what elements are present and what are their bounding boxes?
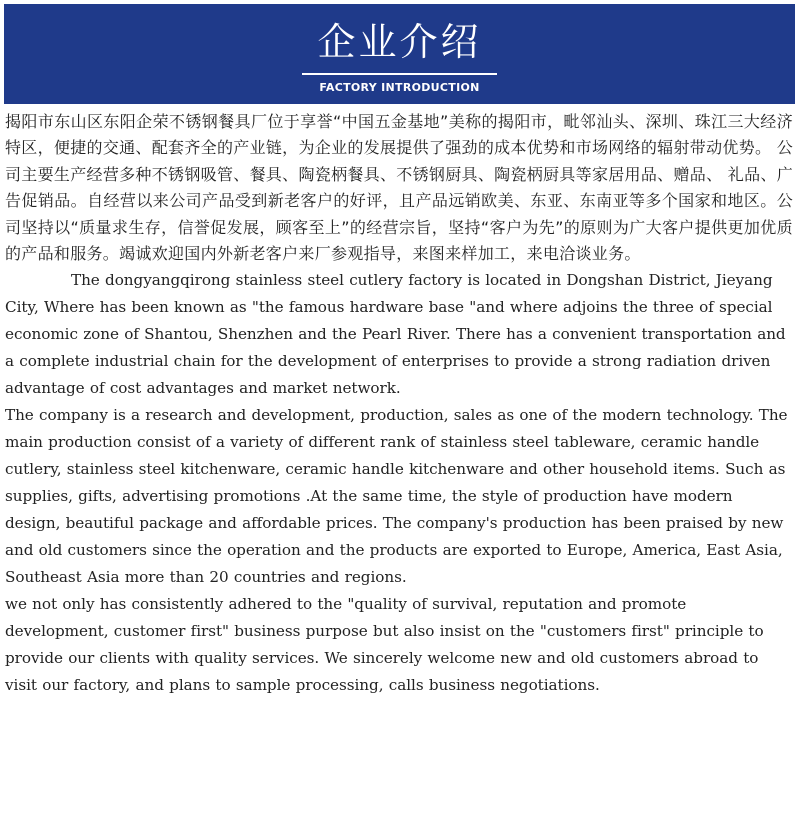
- english-paragraph-location: The dongyangqirong stainless steel cutlery factory is located in Dongshan District, Jieyang City, Where has been known as "the famous hardware base "and where adjoins the three of special economic zone of Shantou, Shenzhen and the Pearl River. There has a convenient transportation and a complete industrial chain for the development of enterprises to provide a strong radiation driven advantage of cost advantages and market network.: [5, 271, 786, 398]
- header-banner: [4, 4, 795, 104]
- english-paragraph-principles: we not only has consistently adhered to the "quality of survival, reputation and promote development, customer first" business purpose but also insist on the "customers first" principle to provide our clients with quality services. We sincerely welcome new and old customers abroad to visit our factory, and plans to sample processing, calls business negotiations.: [5, 595, 764, 695]
- introduction-body: [5, 109, 793, 699]
- chinese-introduction-paragraph: 揭阳市东山区东阳企荣不锈钢餐具厂位于享誉“中国五金基地”美称的揭阳市，毗邻汕头、深圳、珠江三大经济特区，便捷的交通、配套齐全的产业链，为企业的发展提供了强劲的成本优势和市场网络的辐射带动优势。 公司主要生产经营多种不锈钢吸管、餐具、陶瓷柄餐具、不锈钢厨具、陶瓷柄厨具等家居用品、赠品、 礼品、广告促销品。自经营以来公司产品受到新老客户的好评，且产品远销欧美、东亚、东南亚等多个国家和地区。公司坚持以“质量求生存，信誉促发展，顾客至上”的经营宗旨，坚持“客户为先”的原则为广大客户提供更加优质的产品和服务。竭诚欢迎国内外新老客户来厂参观指导，来图来样加工，来电洽谈业务。: [5, 112, 793, 264]
- page-subtitle: FACTORY INTRODUCTION: [319, 81, 480, 94]
- title-divider: [302, 73, 497, 75]
- page-title: 企业介绍: [317, 20, 482, 64]
- english-paragraph-products: The company is a research and development, production, sales as one of the modern technology. The main production consist of a variety of different rank of stainless steel tableware, ceramic handle cutlery, stainless steel kitchenware, ceramic handle kitchenware and other household items. Such as supplies, gifts, advertising promotions .At the same time, the style of production have modern design, beautiful package and affordable prices. The company's production has been praised by new and old customers since the operation and the products are exported to Europe, America, East Asia, Southeast Asia more than 20 countries and regions.: [5, 406, 788, 587]
